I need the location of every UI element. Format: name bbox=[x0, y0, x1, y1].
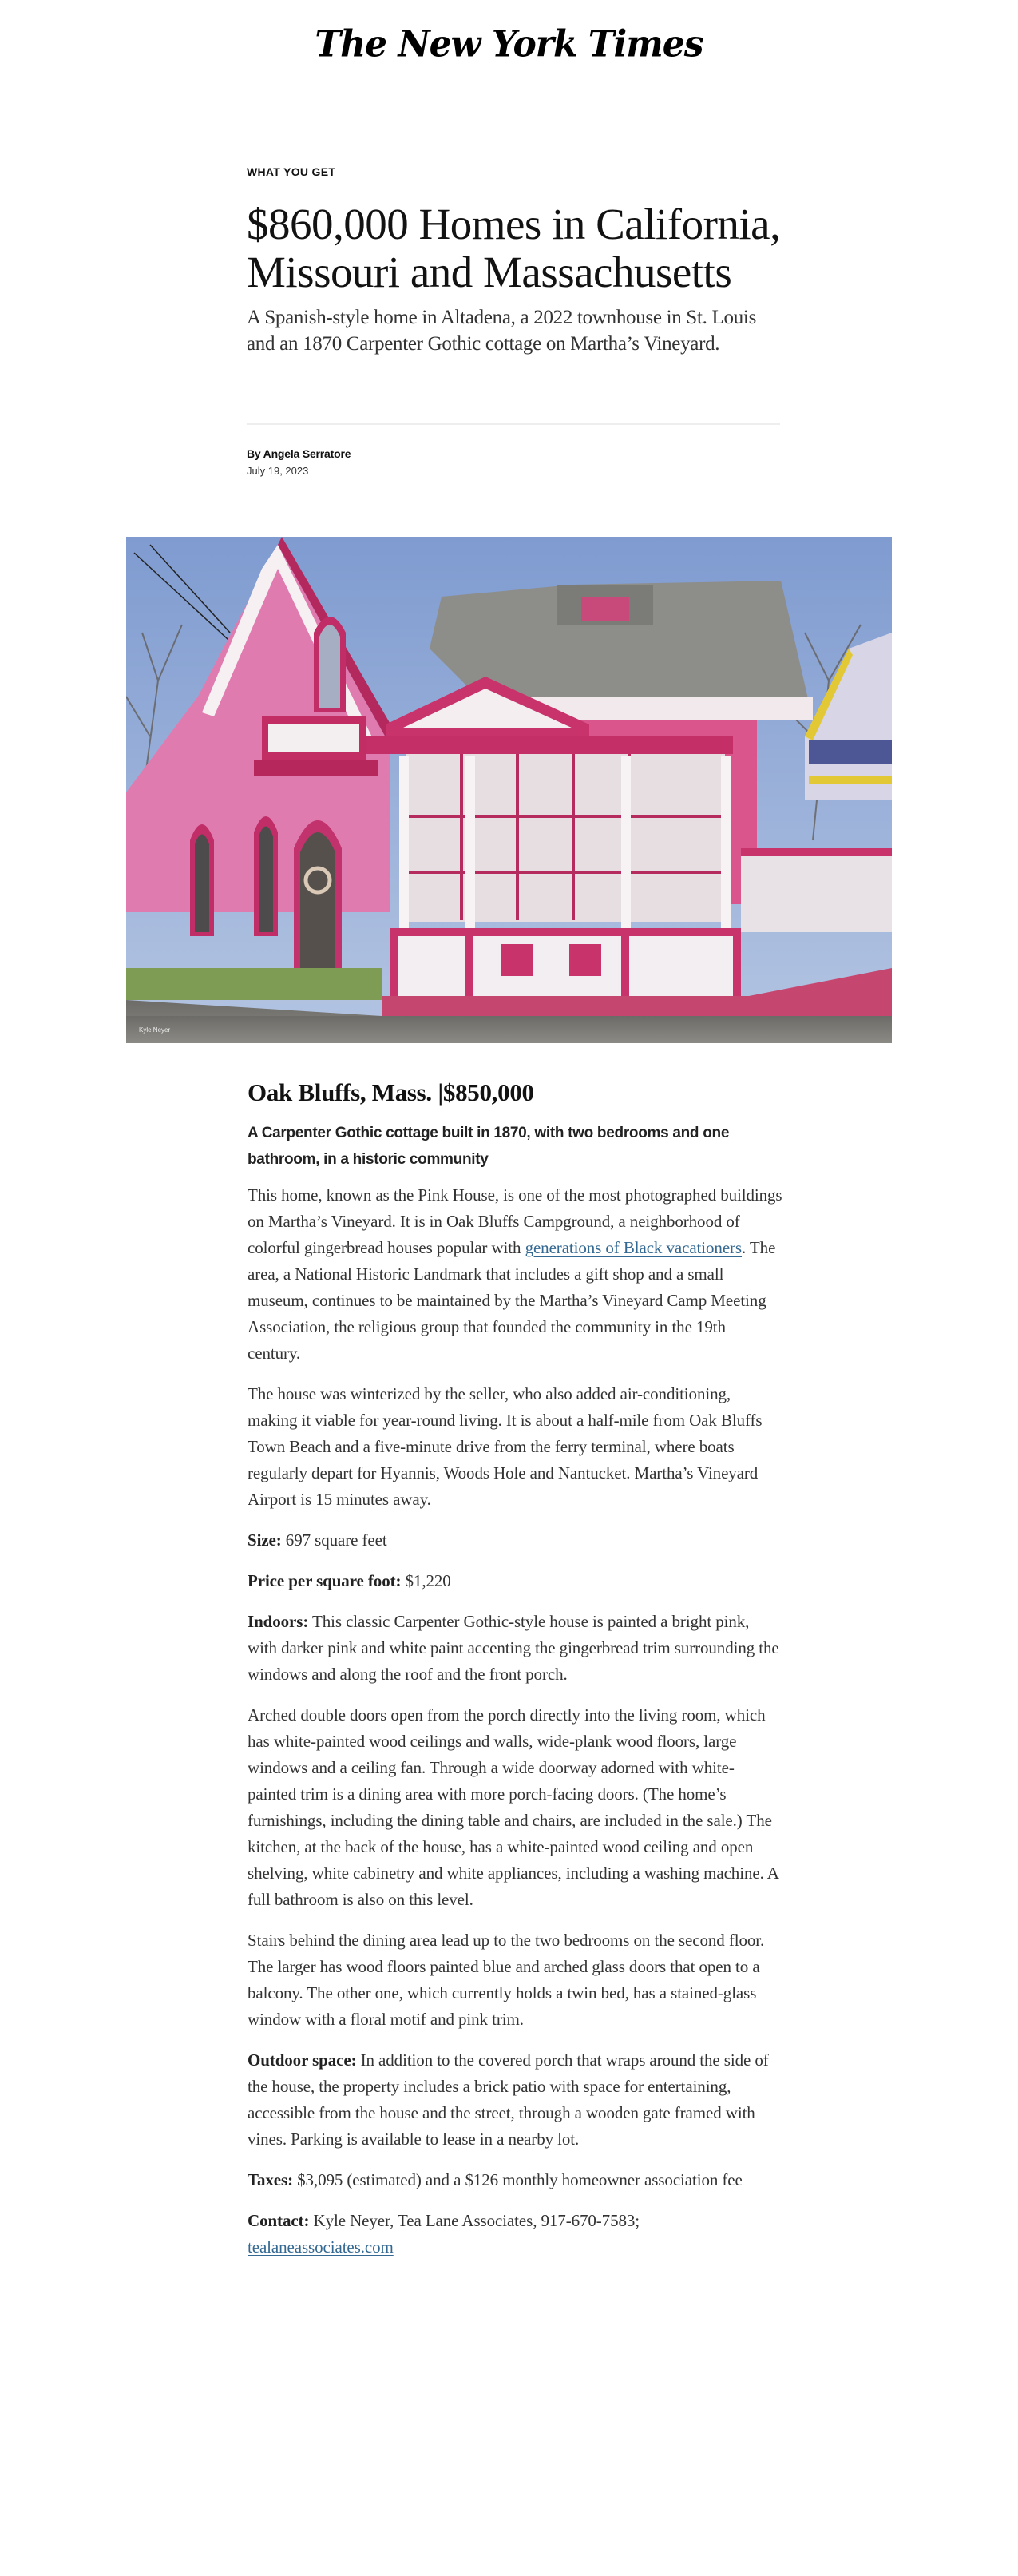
article-header bbox=[247, 165, 782, 357]
byline bbox=[247, 447, 351, 477]
detail-outdoor bbox=[248, 2047, 782, 2153]
header-divider bbox=[247, 423, 780, 425]
listing-price: $850,000 bbox=[442, 1078, 534, 1106]
indoors-label: Indoors: bbox=[248, 1612, 309, 1631]
article-body bbox=[248, 1182, 782, 2260]
size-value: 697 square feet bbox=[281, 1530, 387, 1550]
paragraph-stairs: Stairs behind the dining area lead up to the two bedrooms on the second floor. The larger has wood floors painted blue and arched glass doors that open to a balcony. The other one, which currently holds a twin bed, has a stained-glass window with a floral motif and pink trim. bbox=[248, 1931, 765, 2029]
outdoor-label: Outdoor space: bbox=[248, 2050, 357, 2070]
listing-article bbox=[248, 1077, 782, 2260]
page-title: $860,000 Homes in California, Missouri and Massachusetts bbox=[247, 200, 781, 296]
listing-subhead: A Carpenter Gothic cottage built in 1870, with two bedrooms and one bathroom, in a historic community bbox=[248, 1125, 730, 1168]
indoors-value: This classic Carpenter Gothic-style house is painted a bright pink, with darker pink and white paint accenting the gingerbread trim surrounding the windows and along the roof and the front porch. bbox=[248, 1612, 779, 1684]
hero-image bbox=[126, 537, 892, 1043]
contact-value: Kyle Neyer, Tea Lane Associates, 917-670-7583; bbox=[309, 2211, 640, 2230]
pink-house-photo bbox=[126, 537, 892, 1043]
detail-price-per-sqft bbox=[248, 1568, 782, 1594]
link-black-vacationers[interactable]: generations of Black vacationers bbox=[525, 1238, 743, 1257]
masthead bbox=[0, 24, 1018, 65]
link-tealane-website[interactable]: tealaneassociates.com bbox=[248, 2237, 394, 2256]
publish-date: July 19, 2023 bbox=[247, 465, 309, 477]
contact-label: Contact: bbox=[248, 2211, 310, 2230]
detail-taxes bbox=[248, 2167, 782, 2193]
ppsf-value: $1,220 bbox=[401, 1571, 451, 1590]
taxes-label: Taxes: bbox=[248, 2170, 293, 2189]
paragraph-winterized: The house was winterized by the seller, who also added air-conditioning, making it viable for year-round living. It is about a half-mile from Oak Bluffs Town Beach and a five-minute drive from the ferry terminal, where boats regularly depart for Hyannis, Woods Hole and Nantucket. Martha’s Vineyard Airport is 15 minutes away. bbox=[248, 1384, 763, 1509]
photo-credit: Kyle Neyer bbox=[139, 1026, 171, 1034]
title-separator: | bbox=[438, 1078, 443, 1106]
section-kicker[interactable]: WHAT YOU GET bbox=[247, 165, 336, 178]
ppsf-label: Price per square foot: bbox=[248, 1571, 402, 1590]
detail-indoors bbox=[248, 1609, 782, 1688]
size-label: Size: bbox=[248, 1530, 282, 1550]
paragraph-arched-doors: Arched double doors open from the porch directly into the living room, which has white-painted wood ceilings and walls, wide-plank wood floors, large windows and a ceiling fan. Through a wide doorway adorned with white-painted trim is a dining area with more porch-facing doors. (The home’s furnishings, including the dining table and chairs, are included in the sale.) The kitchen, at the back of the house, has a white-painted wood ceiling and open shelving, white cabinetry and white appliances, including a washing machine. A full bathroom is also on this level. bbox=[248, 1705, 778, 1909]
listing-location: Oak Bluffs, Mass. bbox=[248, 1078, 432, 1106]
outdoor-value: In addition to the covered porch that wraps around the side of the house, the property includes a brick patio with space for entertaining, accessible from the house and the street, through a wooden gate framed with vines. Parking is available to lease in a nearby lot. bbox=[248, 2050, 769, 2149]
taxes-value: $3,095 (estimated) and a $126 monthly homeowner association fee bbox=[292, 2170, 743, 2189]
detail-contact bbox=[248, 2208, 782, 2260]
listing-title bbox=[248, 1077, 782, 1109]
paragraph-pink-house: This home, known as the Pink House, is one of the most photographed buildings on Martha’s Vineyard. It is in Oak Bluffs Campground, a neighborhood of colorful gingerbread houses popular with generations of Black vacationers. The area, a National Historic Landmark that includes a gift shop and a small museum, continues to be maintained by the Martha’s Vineyard Camp Meeting Association, the religious group that founded the community in the 19th century. bbox=[248, 1185, 782, 1363]
article-summary: A Spanish-style home in Altadena, a 2022 townhouse in St. Louis and an 1870 Carpenter Gothic cottage on Martha’s Vineyard. bbox=[247, 307, 756, 355]
nyt-logo[interactable]: The New York Times bbox=[315, 22, 703, 66]
detail-size bbox=[248, 1527, 782, 1554]
byline-author[interactable]: By Angela Serratore bbox=[247, 447, 351, 460]
